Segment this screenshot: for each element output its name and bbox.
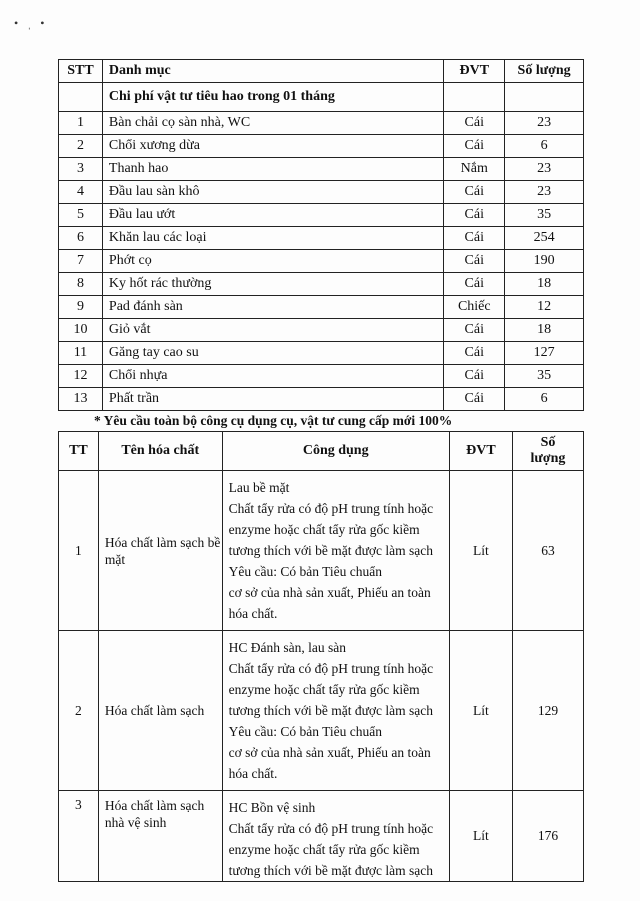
requirement-note: * Yêu cầu toàn bộ công cụ dụng cụ, vật tư cung cấp mới 100% (94, 413, 453, 428)
table-row: 1 Hóa chất làm sạch bề mặt Lau bề mặt Chất tẩy rửa có độ pH trung tính hoặc enzyme hoặc chất tẩy rửa gốc kiềm tương thích với bề mặt được làm sạch Yêu cầu: Có bản Tiêu chuẩn cơ sở của nhà sản xuất, Phiếu an toàn hóa chất. Lít 63 (59, 471, 584, 631)
table-row (59, 296, 584, 319)
header-use: Công dụng (222, 432, 449, 471)
table-row (59, 135, 584, 158)
table-row (59, 227, 584, 250)
header-unit: ĐVT (449, 432, 512, 471)
cell-dvt: Nắm (444, 158, 505, 181)
cell-dvt: Cái (444, 388, 505, 411)
cell-qty: 12 (505, 296, 584, 319)
header-quantity: Số lượng (505, 60, 584, 83)
table-row (59, 388, 584, 411)
cell-stt: 2 (59, 135, 103, 158)
cell-dvt: Cái (444, 204, 505, 227)
cell-dvt: Cái (444, 273, 505, 296)
table-row (59, 250, 584, 273)
cell-qty: 18 (505, 273, 584, 296)
cell-qty: 127 (505, 342, 584, 365)
chemical-name: Hóa chất làm sạch (98, 631, 222, 791)
table-row (59, 342, 584, 365)
cell-dvt: Chiếc (444, 296, 505, 319)
cell-dvt: Cái (444, 319, 505, 342)
cell-dvt: Cái (444, 135, 505, 158)
chemical-name: Hóa chất làm sạch nhà vệ sinh (98, 791, 222, 882)
cell-dvt: Cái (444, 342, 505, 365)
header-tt: TT (59, 432, 99, 471)
chemical-use: Lau bề mặt Chất tẩy rửa có độ pH trung tính hoặc enzyme hoặc chất tẩy rửa gốc kiềm tương thích với bề mặt được làm sạch Yêu cầu: Có bản Tiêu chuẩn cơ sở của nhà sản xuất, Phiếu an toàn hóa chất. (222, 471, 449, 631)
cell-name: Bàn chải cọ sàn nhà, WC (102, 112, 443, 135)
cell-name: Găng tay cao su (102, 342, 443, 365)
chemical-use: HC Đánh sàn, lau sàn Chất tẩy rửa có độ pH trung tính hoặc enzyme hoặc chất tẩy rửa gốc kiềm tương thích với bề mặt được làm sạch Yêu cầu: Có bản Tiêu chuẩn cơ sở của nhà sản xuất, Phiếu an toàn hóa chất. (222, 631, 449, 791)
header-unit: ĐVT (444, 60, 505, 83)
cell-dvt: Cái (444, 181, 505, 204)
cell-stt: 12 (59, 365, 103, 388)
cell-qty: 6 (505, 388, 584, 411)
header-chemical-name: Tên hóa chất (98, 432, 222, 471)
table-row (59, 112, 584, 135)
cell-name: Chổi nhựa (102, 365, 443, 388)
header-quantity: Số lượng (512, 432, 583, 471)
scan-mark: • ˌ • (14, 16, 48, 30)
cell-qty: 18 (505, 319, 584, 342)
table-row (59, 365, 584, 388)
cell-stt: 10 (59, 319, 103, 342)
table-row (59, 158, 584, 181)
cell-qty: 23 (505, 181, 584, 204)
cell-dvt: Cái (444, 250, 505, 273)
cell-stt: 5 (59, 204, 103, 227)
table-row: 2 Hóa chất làm sạch HC Đánh sàn, lau sàn Chất tẩy rửa có độ pH trung tính hoặc enzyme hoặc chất tẩy rửa gốc kiềm tương thích với bề mặt được làm sạch Yêu cầu: Có bản Tiêu chuẩn cơ sở của nhà sản xuất, Phiếu an toàn hóa chất. Lít 129 (59, 631, 584, 791)
cell-qty: 35 (505, 365, 584, 388)
cell-dvt: Cái (444, 112, 505, 135)
supplies-table (58, 59, 584, 411)
cell-stt: 7 (59, 250, 103, 273)
cell-stt: 6 (59, 227, 103, 250)
table-row (59, 204, 584, 227)
cell-name: Ky hốt rác thường (102, 273, 443, 296)
cell-stt: 8 (59, 273, 103, 296)
supplies-header-row (59, 60, 584, 83)
cell-name: Thanh hao (102, 158, 443, 181)
cell-qty: 23 (505, 158, 584, 181)
cell-qty: 23 (505, 112, 584, 135)
cell-name: Đầu lau ướt (102, 204, 443, 227)
chemical-use: HC Bồn vệ sinh Chất tẩy rửa có độ pH trung tính hoặc enzyme hoặc chất tẩy rửa gốc kiềm tương thích với bề mặt được làm sạch (222, 791, 449, 882)
cell-stt: 1 (59, 112, 103, 135)
cell-name: Khăn lau các loại (102, 227, 443, 250)
group-label: Chi phí vật tư tiêu hao trong 01 tháng (102, 83, 443, 112)
table-row: 3 Hóa chất làm sạch nhà vệ sinh HC Bồn vệ sinh Chất tẩy rửa có độ pH trung tính hoặc enzyme hoặc chất tẩy rửa gốc kiềm tương thích với bề mặt được làm sạch Lít 176 (59, 791, 584, 882)
cell-dvt: Cái (444, 365, 505, 388)
cell-stt: 3 (59, 158, 103, 181)
header-stt: STT (59, 60, 103, 83)
cell-stt: 13 (59, 388, 103, 411)
cell-qty: 254 (505, 227, 584, 250)
cell-dvt: Cái (444, 227, 505, 250)
header-name: Danh mục (102, 60, 443, 83)
table-row (59, 273, 584, 296)
group-row (59, 83, 584, 112)
cell-stt: 4 (59, 181, 103, 204)
chemicals-header-row (59, 432, 584, 471)
cell-qty: 190 (505, 250, 584, 273)
chemical-name: Hóa chất làm sạch bề mặt (98, 471, 222, 631)
cell-qty: 35 (505, 204, 584, 227)
cell-qty: 6 (505, 135, 584, 158)
table-row (59, 319, 584, 342)
cell-name: Đầu lau sàn khô (102, 181, 443, 204)
cell-name: Phất trần (102, 388, 443, 411)
cell-stt: 9 (59, 296, 103, 319)
cell-name: Pad đánh sàn (102, 296, 443, 319)
table-row (59, 181, 584, 204)
cell-name: Chổi xương dừa (102, 135, 443, 158)
cell-name: Phớt cọ (102, 250, 443, 273)
cell-name: Giỏ vắt (102, 319, 443, 342)
cell-stt: 11 (59, 342, 103, 365)
chemicals-table (58, 431, 584, 882)
